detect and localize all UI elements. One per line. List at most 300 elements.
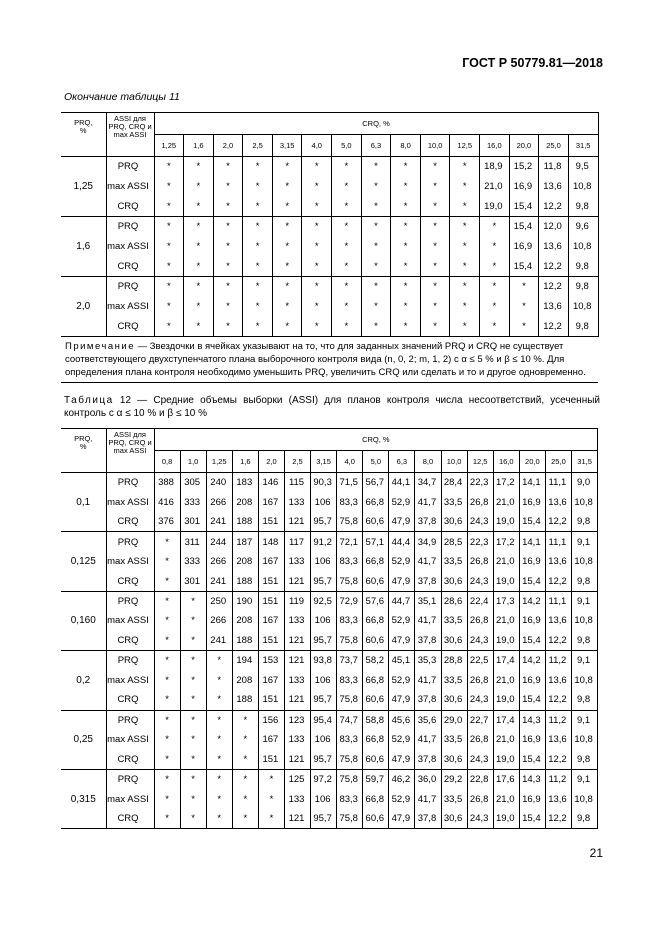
table-cell: *	[391, 177, 421, 197]
table-cell: *	[154, 197, 184, 217]
table-cell: 19,0	[493, 809, 519, 829]
table-cell: 52,9	[389, 611, 415, 631]
table-row	[61, 750, 598, 770]
table-cell: 35,3	[415, 651, 441, 671]
table-cell: 133	[284, 552, 310, 572]
table-cell: 9,8	[572, 571, 598, 591]
table-cell: 15,4	[519, 512, 545, 532]
table-cell: 9,8	[568, 197, 598, 217]
table-cell: *	[361, 197, 391, 217]
table-cell: 45,1	[389, 651, 415, 671]
table-cell: *	[180, 611, 206, 631]
table-cell: 241	[206, 571, 232, 591]
table-row	[61, 532, 598, 552]
table-cell: 133	[284, 670, 310, 690]
table-cell: *	[232, 809, 258, 829]
table-cell: *	[272, 277, 302, 297]
crq-column-header: 12,5	[467, 451, 493, 473]
table-cell: *	[258, 789, 284, 809]
table-cell: *	[184, 277, 214, 297]
table-cell: 66,8	[363, 730, 389, 750]
table-row	[61, 177, 598, 197]
table-cell: 9,8	[572, 809, 598, 829]
table-11	[61, 112, 599, 383]
table-cell: *	[243, 237, 273, 257]
table-cell: 10,8	[572, 552, 598, 572]
table-cell: *	[213, 157, 243, 177]
table-cell: 21,0	[480, 177, 510, 197]
table-row	[61, 237, 598, 257]
table-cell: 13,6	[539, 177, 569, 197]
crq-header: CRQ, %	[154, 113, 598, 135]
table-cell: 15,4	[519, 571, 545, 591]
table-cell: 44,1	[389, 473, 415, 493]
table-cell: 28,4	[441, 473, 467, 493]
table-cell: *	[258, 769, 284, 789]
prq-group-value: 0,25	[61, 710, 106, 769]
table-cell: 21,0	[493, 611, 519, 631]
table-cell: *	[206, 690, 232, 710]
table-cell: *	[302, 157, 332, 177]
table-cell: *	[243, 197, 273, 217]
table-cell: *	[180, 710, 206, 730]
table-row	[61, 473, 598, 493]
table-cell: 21,0	[493, 730, 519, 750]
table-cell: *	[272, 177, 302, 197]
table-cell: 16,9	[519, 670, 545, 690]
table-cell: *	[332, 177, 362, 197]
table12-caption	[64, 394, 600, 420]
table-cell: 106	[311, 789, 337, 809]
table-cell: 47,9	[389, 809, 415, 829]
table-cell: 9,8	[572, 631, 598, 651]
table-cell: 30,6	[441, 690, 467, 710]
table-cell: 9,8	[568, 317, 598, 337]
table-cell: *	[391, 317, 421, 337]
table-cell: 41,7	[415, 789, 441, 809]
table-cell: *	[206, 670, 232, 690]
table-cell: *	[184, 297, 214, 317]
row-label: PRQ	[106, 591, 154, 611]
table-cell: 15,4	[509, 257, 539, 277]
table-cell: 11,1	[545, 473, 571, 493]
table-cell: 13,6	[545, 552, 571, 572]
table-cell: *	[272, 197, 302, 217]
table-cell: 208	[232, 670, 258, 690]
table-cell: 22,4	[467, 591, 493, 611]
crq-column-header: 2,5	[243, 135, 273, 157]
table-cell: 9,1	[572, 769, 598, 789]
table-cell: 133	[284, 492, 310, 512]
table-cell: 22,3	[467, 532, 493, 552]
table-cell: 83,3	[337, 730, 363, 750]
table-cell: *	[154, 317, 184, 337]
prq-group-value: 0,1	[61, 473, 106, 532]
table-cell: *	[206, 710, 232, 730]
table-cell: 95,7	[311, 571, 337, 591]
table-cell: 60,6	[363, 631, 389, 651]
table-cell: 33,5	[441, 492, 467, 512]
table-cell: 17,6	[493, 769, 519, 789]
crq-column-header: 0,8	[154, 451, 180, 473]
table-cell: 56,7	[363, 473, 389, 493]
table-row	[61, 690, 598, 710]
table-cell: *	[154, 257, 184, 277]
table-cell: *	[391, 257, 421, 277]
table-cell: *	[232, 769, 258, 789]
table-cell: *	[206, 651, 232, 671]
table-cell: 52,9	[389, 789, 415, 809]
table-cell: 75,8	[337, 690, 363, 710]
table-cell: 10,8	[568, 237, 598, 257]
table-cell: *	[450, 277, 480, 297]
crq-column-header: 3,15	[311, 451, 337, 473]
table-cell: 52,9	[389, 670, 415, 690]
table-cell: *	[361, 237, 391, 257]
table-cell: 45,6	[389, 710, 415, 730]
table-cell: 121	[284, 512, 310, 532]
table-cell: *	[480, 297, 510, 317]
table-cell: 91,2	[311, 532, 337, 552]
table-cell: *	[213, 297, 243, 317]
table-cell: 12,2	[545, 750, 571, 770]
row-label: max ASSI	[106, 297, 154, 317]
table-cell: *	[480, 217, 510, 237]
table-cell: 9,8	[572, 750, 598, 770]
table-cell: *	[154, 532, 180, 552]
table-cell: 33,5	[441, 611, 467, 631]
row-label: PRQ	[106, 217, 154, 237]
table-cell: *	[361, 217, 391, 237]
table-cell: *	[154, 177, 184, 197]
table-cell: *	[420, 277, 450, 297]
table-cell: 47,9	[389, 750, 415, 770]
table-cell: 22,8	[467, 769, 493, 789]
table-cell: 24,3	[467, 631, 493, 651]
table-cell: 333	[180, 492, 206, 512]
table-cell: *	[154, 730, 180, 750]
table-cell: *	[391, 157, 421, 177]
table-cell: 121	[284, 631, 310, 651]
table-cell: 125	[284, 769, 310, 789]
table-cell: *	[184, 177, 214, 197]
table-cell: 58,2	[363, 651, 389, 671]
table-cell: 90,3	[311, 473, 337, 493]
prq-group-value: 1,6	[61, 217, 106, 277]
table-cell: 388	[154, 473, 180, 493]
table-cell: 121	[284, 690, 310, 710]
table-cell: *	[213, 197, 243, 217]
table-cell: 60,6	[363, 512, 389, 532]
table-cell: *	[361, 317, 391, 337]
table-cell: *	[332, 257, 362, 277]
table-cell: *	[154, 571, 180, 591]
assi-header: ASSI для PRQ, CRQ и max ASSI	[106, 113, 154, 157]
table-cell: 22,5	[467, 651, 493, 671]
row-label: CRQ	[106, 512, 154, 532]
table-cell: 97,2	[311, 769, 337, 789]
table-cell: 151	[258, 750, 284, 770]
row-label: max ASSI	[106, 552, 154, 572]
table-cell: 14,1	[519, 473, 545, 493]
table-cell: *	[232, 789, 258, 809]
table-cell: 33,5	[441, 552, 467, 572]
table-cell: 73,7	[337, 651, 363, 671]
table-cell: *	[391, 217, 421, 237]
table-cell: 188	[232, 690, 258, 710]
table-cell: *	[213, 237, 243, 257]
table-cell: *	[258, 809, 284, 829]
table-cell: *	[509, 277, 539, 297]
crq-column-header: 31,5	[572, 451, 598, 473]
table-cell: 30,6	[441, 750, 467, 770]
table-cell: *	[154, 591, 180, 611]
crq-column-header: 2,5	[284, 451, 310, 473]
table-cell: 28,5	[441, 532, 467, 552]
table-cell: *	[272, 297, 302, 317]
table-cell: *	[450, 317, 480, 337]
table-cell: 37,8	[415, 809, 441, 829]
crq-column-header: 16,0	[480, 135, 510, 157]
table-cell: 19,0	[493, 631, 519, 651]
table-cell: *	[154, 297, 184, 317]
table-cell: 21,0	[493, 552, 519, 572]
table-row	[61, 492, 598, 512]
table-cell: 26,8	[467, 730, 493, 750]
crq-column-header: 5,0	[363, 451, 389, 473]
table-cell: 10,8	[572, 611, 598, 631]
table-cell: 21,0	[493, 492, 519, 512]
table-cell: 17,2	[493, 473, 519, 493]
prq-group-value: 0,315	[61, 769, 106, 828]
table-cell: 41,7	[415, 552, 441, 572]
table-cell: 22,7	[467, 710, 493, 730]
table-cell: 15,4	[519, 631, 545, 651]
table-cell: 151	[258, 591, 284, 611]
table-cell: 9,0	[572, 473, 598, 493]
row-label: CRQ	[106, 809, 154, 829]
assi-header: ASSI для PRQ, CRQ и max ASSI	[106, 429, 154, 473]
table-cell: 9,1	[572, 591, 598, 611]
table-cell: *	[213, 317, 243, 337]
table-cell: 121	[284, 750, 310, 770]
table-cell: 59,7	[363, 769, 389, 789]
table-cell: 121	[284, 571, 310, 591]
table-cell: *	[154, 710, 180, 730]
table-cell: *	[154, 750, 180, 770]
table-cell: 376	[154, 512, 180, 532]
table-cell: 44,4	[389, 532, 415, 552]
table-cell: 301	[180, 512, 206, 532]
table-cell: 9,1	[572, 710, 598, 730]
table-cell: *	[302, 237, 332, 257]
table-cell: 18,9	[480, 157, 510, 177]
prq-group-value: 0,125	[61, 532, 106, 591]
table-row	[61, 552, 598, 572]
table-cell: 10,8	[568, 177, 598, 197]
crq-column-header: 1,6	[232, 451, 258, 473]
table-cell: 21,0	[493, 789, 519, 809]
table-cell: 66,8	[363, 789, 389, 809]
note-label: Примечание	[65, 341, 135, 352]
table-cell: 16,9	[519, 730, 545, 750]
table-cell: *	[213, 257, 243, 277]
table-cell: 44,7	[389, 591, 415, 611]
table-cell: *	[180, 631, 206, 651]
table-cell: *	[361, 177, 391, 197]
table-cell: 311	[180, 532, 206, 552]
table-note	[61, 337, 598, 383]
table-cell: 17,2	[493, 532, 519, 552]
table-cell: 10,8	[572, 492, 598, 512]
table-cell: *	[206, 789, 232, 809]
table-cell: *	[154, 277, 184, 297]
table-cell: 13,6	[545, 670, 571, 690]
table-cell: *	[154, 809, 180, 829]
row-label: CRQ	[106, 197, 154, 217]
table-cell: *	[184, 197, 214, 217]
crq-column-header: 25,0	[539, 135, 569, 157]
table-cell: 266	[206, 492, 232, 512]
table-cell: *	[180, 730, 206, 750]
table-cell: 58,8	[363, 710, 389, 730]
table-cell: 57,1	[363, 532, 389, 552]
table-cell: *	[391, 297, 421, 317]
table-cell: 30,6	[441, 809, 467, 829]
table-cell: 33,5	[441, 789, 467, 809]
table-cell: 75,8	[337, 631, 363, 651]
table-cell: *	[154, 789, 180, 809]
crq-column-header: 10,0	[420, 135, 450, 157]
table-cell: 13,6	[545, 611, 571, 631]
table-cell: *	[509, 297, 539, 317]
table-cell: 17,3	[493, 591, 519, 611]
table-cell: *	[450, 217, 480, 237]
table-row	[61, 670, 598, 690]
table-cell: 47,9	[389, 512, 415, 532]
crq-column-header: 5,0	[332, 135, 362, 157]
crq-column-header: 4,0	[337, 451, 363, 473]
table-cell: 41,7	[415, 670, 441, 690]
table-cell: 24,3	[467, 512, 493, 532]
table-cell: 194	[232, 651, 258, 671]
table-cell: *	[243, 317, 273, 337]
table-cell: *	[302, 197, 332, 217]
table-cell: *	[232, 750, 258, 770]
table-cell: 33,5	[441, 670, 467, 690]
row-label: PRQ	[106, 473, 154, 493]
table-cell: 19,0	[493, 512, 519, 532]
table-cell: 72,9	[337, 591, 363, 611]
table-cell: 9,8	[572, 690, 598, 710]
table-cell: 333	[180, 552, 206, 572]
table-cell: *	[154, 237, 184, 257]
table-cell: 156	[258, 710, 284, 730]
table-cell: 57,6	[363, 591, 389, 611]
table-cell: 121	[284, 809, 310, 829]
table-cell: 75,8	[337, 512, 363, 532]
table-cell: *	[180, 789, 206, 809]
table-cell: 15,4	[509, 197, 539, 217]
table-cell: *	[206, 769, 232, 789]
table11-caption: Окончание таблицы 11	[64, 91, 180, 103]
table-cell: *	[302, 277, 332, 297]
table-cell: 95,7	[311, 809, 337, 829]
table-cell: *	[450, 197, 480, 217]
row-label: PRQ	[106, 277, 154, 297]
table-cell: 241	[206, 512, 232, 532]
standard-number: ГОСТ Р 50779.81—2018	[462, 56, 603, 70]
table-cell: 16,9	[519, 492, 545, 512]
table-cell: 190	[232, 591, 258, 611]
crq-column-header: 25,0	[545, 451, 571, 473]
table-cell: 19,0	[493, 571, 519, 591]
table-cell: 37,8	[415, 631, 441, 651]
row-label: PRQ	[106, 157, 154, 177]
table12-caption-text: 12 — Средние объемы выборки (ASSI) для планов контроля числа несоответствий, усеченный контроль с α ≤ 10 % и β ≤ 10 %	[64, 395, 600, 419]
crq-column-header: 6,3	[361, 135, 391, 157]
table-cell: 14,3	[519, 769, 545, 789]
row-label: PRQ	[106, 769, 154, 789]
table-cell: *	[450, 297, 480, 317]
table-cell: *	[213, 177, 243, 197]
table-cell: 37,8	[415, 571, 441, 591]
table-cell: 83,3	[337, 789, 363, 809]
table-cell: *	[420, 217, 450, 237]
table-row	[61, 317, 598, 337]
table-cell: *	[332, 237, 362, 257]
table-cell: *	[302, 317, 332, 337]
table-cell: 10,8	[572, 789, 598, 809]
table-cell: 66,8	[363, 552, 389, 572]
table-cell: *	[302, 257, 332, 277]
table-cell: 12,2	[545, 512, 571, 532]
table-cell: 10,8	[572, 730, 598, 750]
table-cell: *	[272, 237, 302, 257]
table-cell: *	[332, 297, 362, 317]
table-cell: *	[332, 217, 362, 237]
row-label: CRQ	[106, 257, 154, 277]
table-cell: 46,2	[389, 769, 415, 789]
table-cell: 13,6	[545, 730, 571, 750]
table-cell: 66,8	[363, 611, 389, 631]
table-cell: 12,2	[539, 257, 569, 277]
table-cell: 47,9	[389, 690, 415, 710]
table-row	[61, 651, 598, 671]
row-label: CRQ	[106, 317, 154, 337]
table-cell: 33,5	[441, 730, 467, 750]
table-cell: *	[154, 670, 180, 690]
table-cell: 106	[311, 730, 337, 750]
table-cell: *	[509, 317, 539, 337]
table-cell: 16,9	[519, 789, 545, 809]
crq-column-header: 31,5	[568, 135, 598, 157]
table-cell: *	[361, 157, 391, 177]
table-cell: 71,5	[337, 473, 363, 493]
table-row	[61, 591, 598, 611]
table-12	[61, 428, 598, 829]
table-row	[61, 157, 598, 177]
row-label: max ASSI	[106, 177, 154, 197]
table-cell: *	[154, 690, 180, 710]
table-cell: 167	[258, 730, 284, 750]
table-cell: 9,8	[568, 257, 598, 277]
table-cell: 14,3	[519, 710, 545, 730]
table-cell: *	[302, 297, 332, 317]
table-cell: 75,8	[337, 809, 363, 829]
table-cell: 244	[206, 532, 232, 552]
table-cell: 34,7	[415, 473, 441, 493]
